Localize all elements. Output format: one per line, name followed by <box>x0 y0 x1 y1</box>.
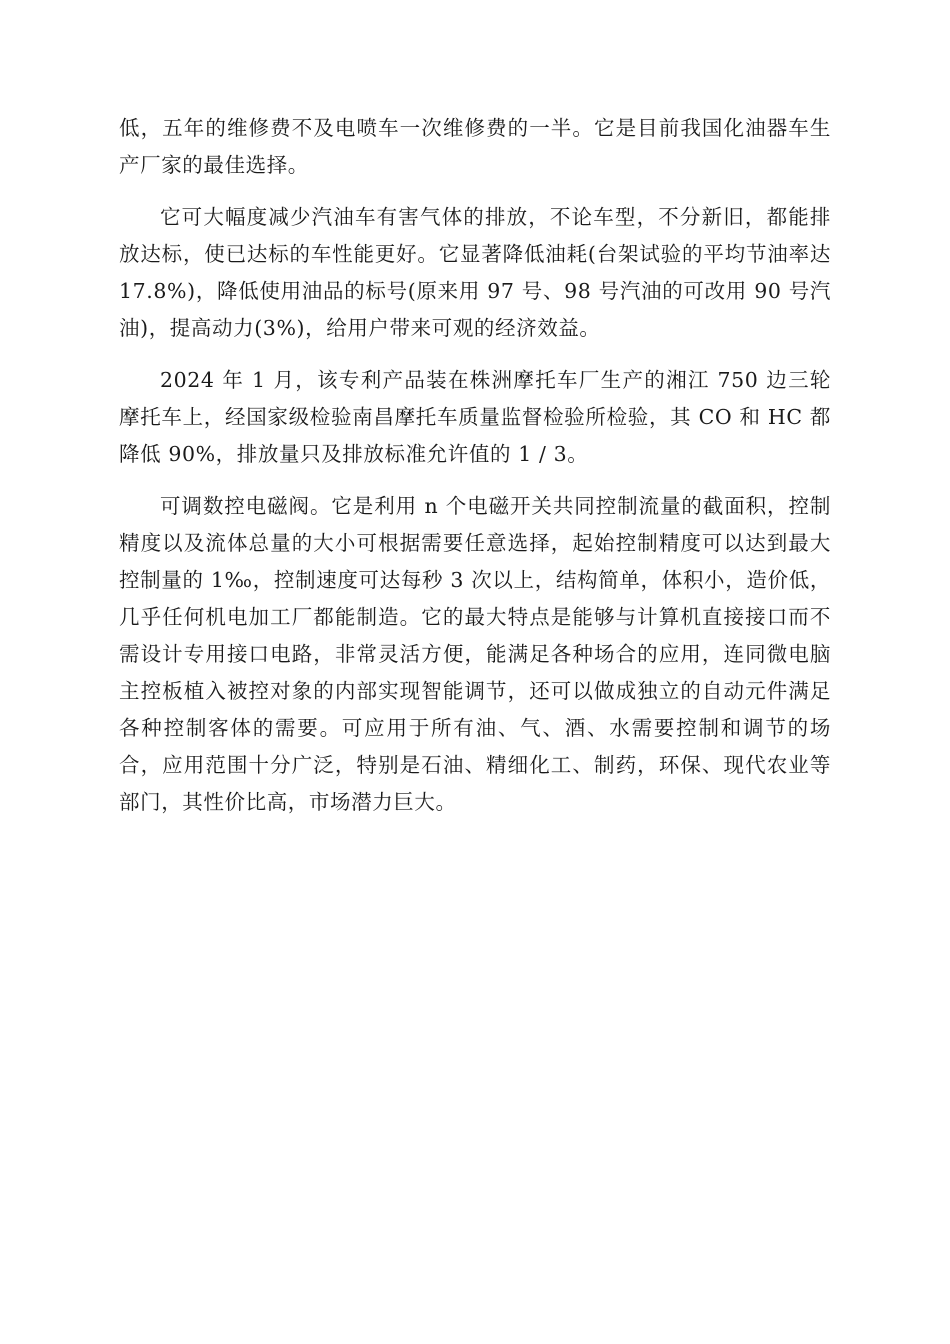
paragraph-solenoid-valve: 可调数控电磁阀。它是利用 n 个电磁开关共同控制流量的截面积，控制精度以及流体总量的大小可根据需要任意选择，起始控制精度可以达到最大控制量的 1‰，控制速度可达每秒 3 次以上，结构简单，体积小，造价低，几乎任何机电加工厂都能制造。它的最大特点是能够与计算机直接接口而不需设计专用接口电路，非常灵活方便，能满足各种场合的应用，连同微电脑主控板植入被控对象的内部实现智能调节，还可以做成独立的自动元件满足各种控制客体的需要。可应用于所有油、气、酒、水需要控制和调节的场合，应用范围十分广泛，特别是石油、精细化工、制药，环保、现代农业等部门，其性价比高，市场潜力巨大。 <box>119 494 831 814</box>
paragraph-emission-benefits: 它可大幅度减少汽油车有害气体的排放，不论车型，不分新旧，都能排放达标，使已达标的车性能更好。它显著降低油耗(台架试验的平均节油率达 17.8%)，降低使用油品的标号(原来用 97 号、98 号汽油的可改用 90 号汽油)，提高动力(3%)，给用户带来可观的经济效益。 <box>119 205 831 340</box>
document-body <box>119 110 831 821</box>
paragraph-continued-intro: 低，五年的维修费不及电喷车一次维修费的一半。它是目前我国化油器车生产厂家的最佳选择。 <box>119 116 831 177</box>
paragraph-test-results: 2024 年 1 月，该专利产品装在株洲摩托车厂生产的湘江 750 边三轮摩托车上，经国家级检验南昌摩托车质量监督检验所检验，其 CO 和 HC 都降低 90%，排放量只及排放标准允许值的 1 / 3。 <box>119 368 831 466</box>
